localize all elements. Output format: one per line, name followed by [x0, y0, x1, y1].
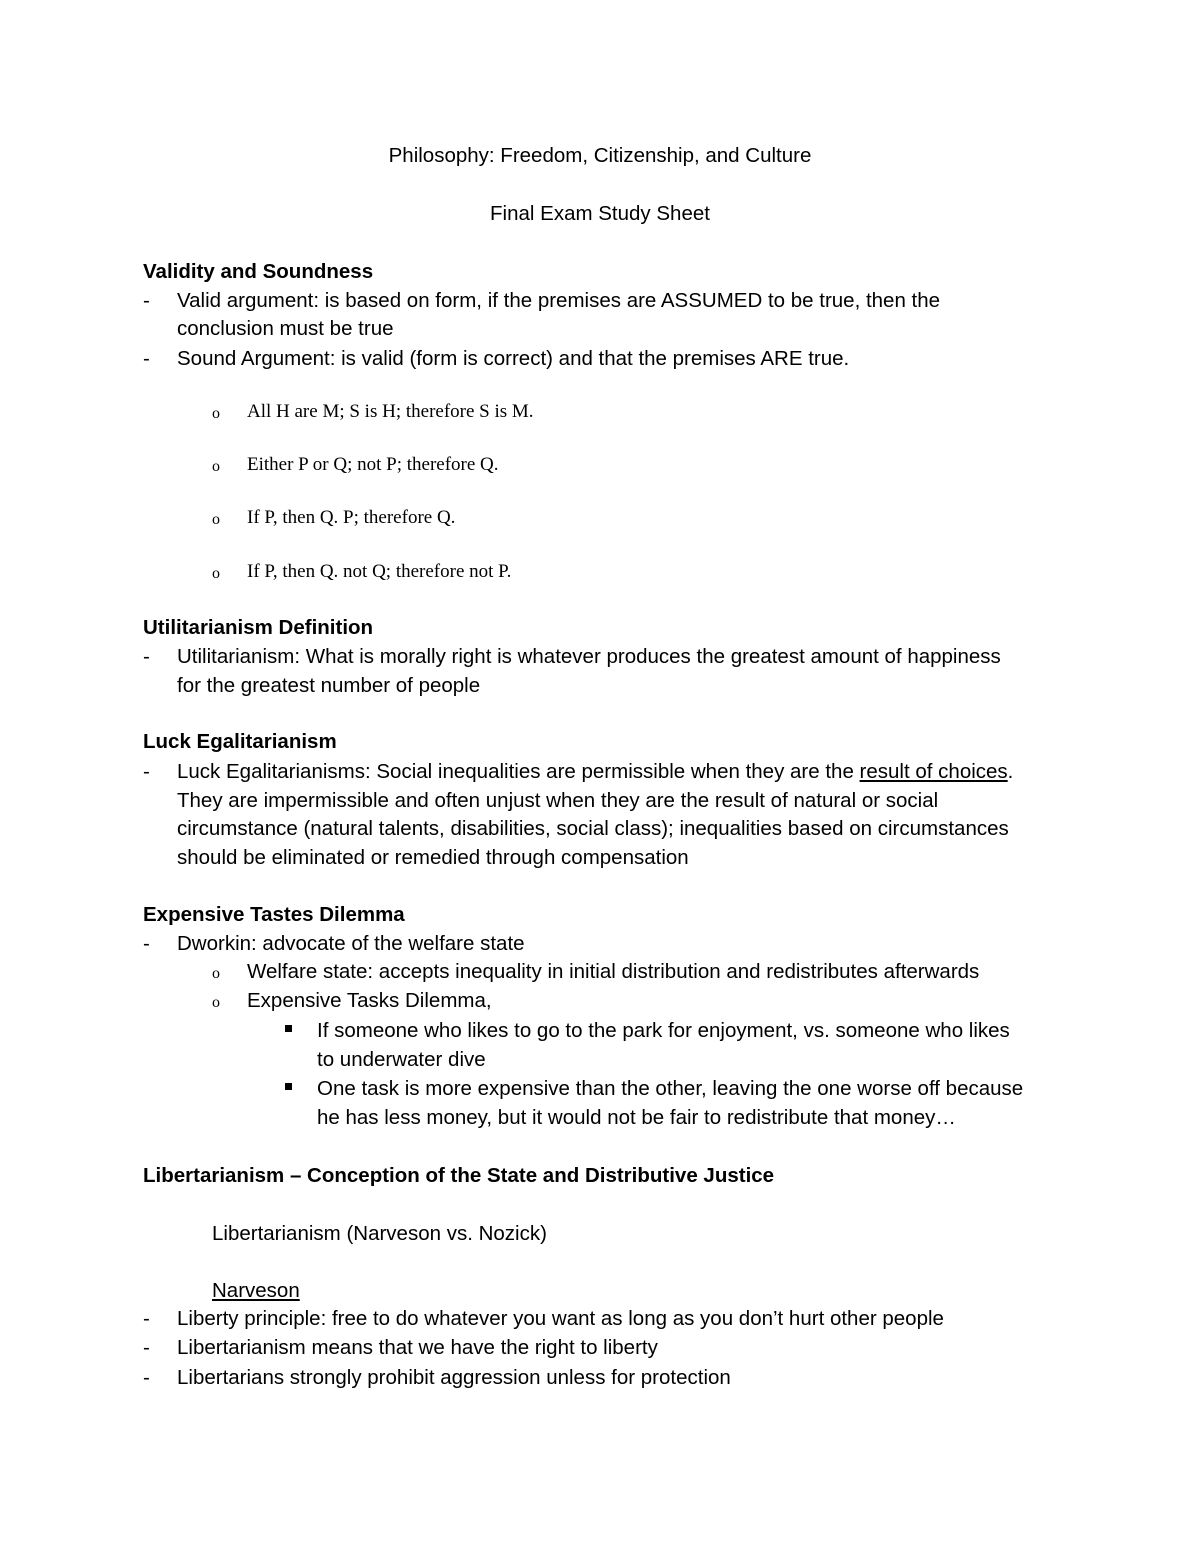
square-bullet-icon — [285, 1025, 292, 1032]
heading-libertarianism: Libertarianism – Conception of the State and Distributive Justice — [143, 1164, 775, 1187]
dash-marker: - — [143, 1307, 150, 1330]
square-bullet-icon — [285, 1083, 292, 1090]
prohibit-aggression: Libertarians strongly prohibit aggression unless for protection — [177, 1366, 731, 1389]
heading-expensive-tastes: Expensive Tastes Dilemma — [143, 903, 405, 926]
right-to-liberty: Libertarianism means that we have the right to liberty — [177, 1336, 658, 1359]
circle-bullet-icon: o — [212, 405, 220, 422]
document-title: Philosophy: Freedom, Citizenship, and Culture — [388, 144, 812, 167]
example-1: All H are M; S is H; therefore S is M. — [247, 401, 534, 422]
dworkin-item: Dworkin: advocate of the welfare state — [177, 932, 525, 955]
luck-line1-text: Luck Egalitarianisms: Social inequalities are permissible when they are the — [177, 760, 860, 783]
dash-marker: - — [143, 289, 150, 312]
narveson-subheading: Narveson — [212, 1279, 300, 1302]
circle-bullet-icon: o — [212, 565, 220, 582]
dash-marker: - — [143, 932, 150, 955]
park-vs-dive-line1: If someone who likes to go to the park for enjoyment, vs. someone who likes — [317, 1019, 1010, 1042]
park-vs-dive-line2: to underwater dive — [317, 1048, 486, 1071]
utilitarianism-line1: Utilitarianism: What is morally right is whatever produces the greatest amount of happiness — [177, 645, 1001, 668]
expensive-tasks-item: Expensive Tasks Dilemma, — [247, 989, 492, 1012]
luck-line3: circumstance (natural talents, disabilities, social class); inequalities based on circumstances — [177, 817, 1009, 840]
welfare-state-item: Welfare state: accepts inequality in initial distribution and redistributes afterwards — [247, 960, 980, 983]
dash-marker: - — [143, 760, 150, 783]
luck-line1-period: . — [1007, 760, 1014, 783]
dash-marker: - — [143, 1336, 150, 1359]
one-task-line2: he has less money, but it would not be fair to redistribute that money… — [317, 1106, 956, 1129]
libertarianism-intro: Libertarianism (Narveson vs. Nozick) — [212, 1222, 547, 1245]
sound-argument: Sound Argument: is valid (form is correct) and that the premises ARE true. — [177, 347, 850, 370]
valid-argument-line1: Valid argument: is based on form, if the premises are ASSUMED to be true, then the — [177, 289, 941, 312]
dash-marker: - — [143, 645, 150, 668]
result-of-choices-underlined: result of choices — [859, 760, 1008, 783]
luck-line2: They are impermissible and often unjust when they are the result of natural or social — [177, 789, 939, 812]
example-3: If P, then Q. P; therefore Q. — [247, 507, 456, 528]
luck-line4: should be eliminated or remedied through compensation — [177, 846, 689, 869]
valid-argument-line2: conclusion must be true — [177, 317, 394, 340]
circle-bullet-icon: o — [212, 458, 220, 475]
example-4: If P, then Q. not Q; therefore not P. — [247, 561, 512, 582]
dash-marker: - — [143, 347, 150, 370]
circle-bullet-icon: o — [212, 511, 220, 528]
heading-validity: Validity and Soundness — [143, 260, 374, 283]
document-subtitle: Final Exam Study Sheet — [490, 202, 710, 225]
heading-utilitarianism: Utilitarianism Definition — [143, 616, 374, 639]
utilitarianism-line2: for the greatest number of people — [177, 674, 481, 697]
heading-luck-egalitarianism: Luck Egalitarianism — [143, 730, 337, 753]
circle-bullet-icon: o — [212, 994, 220, 1011]
one-task-line1: One task is more expensive than the other, leaving the one worse off because — [317, 1077, 1024, 1100]
example-2: Either P or Q; not P; therefore Q. — [247, 454, 499, 475]
luck-line1 — [177, 760, 1013, 784]
dash-marker: - — [143, 1366, 150, 1389]
circle-bullet-icon: o — [212, 965, 220, 982]
liberty-principle: Liberty principle: free to do whatever you want as long as you don’t hurt other people — [177, 1307, 944, 1330]
